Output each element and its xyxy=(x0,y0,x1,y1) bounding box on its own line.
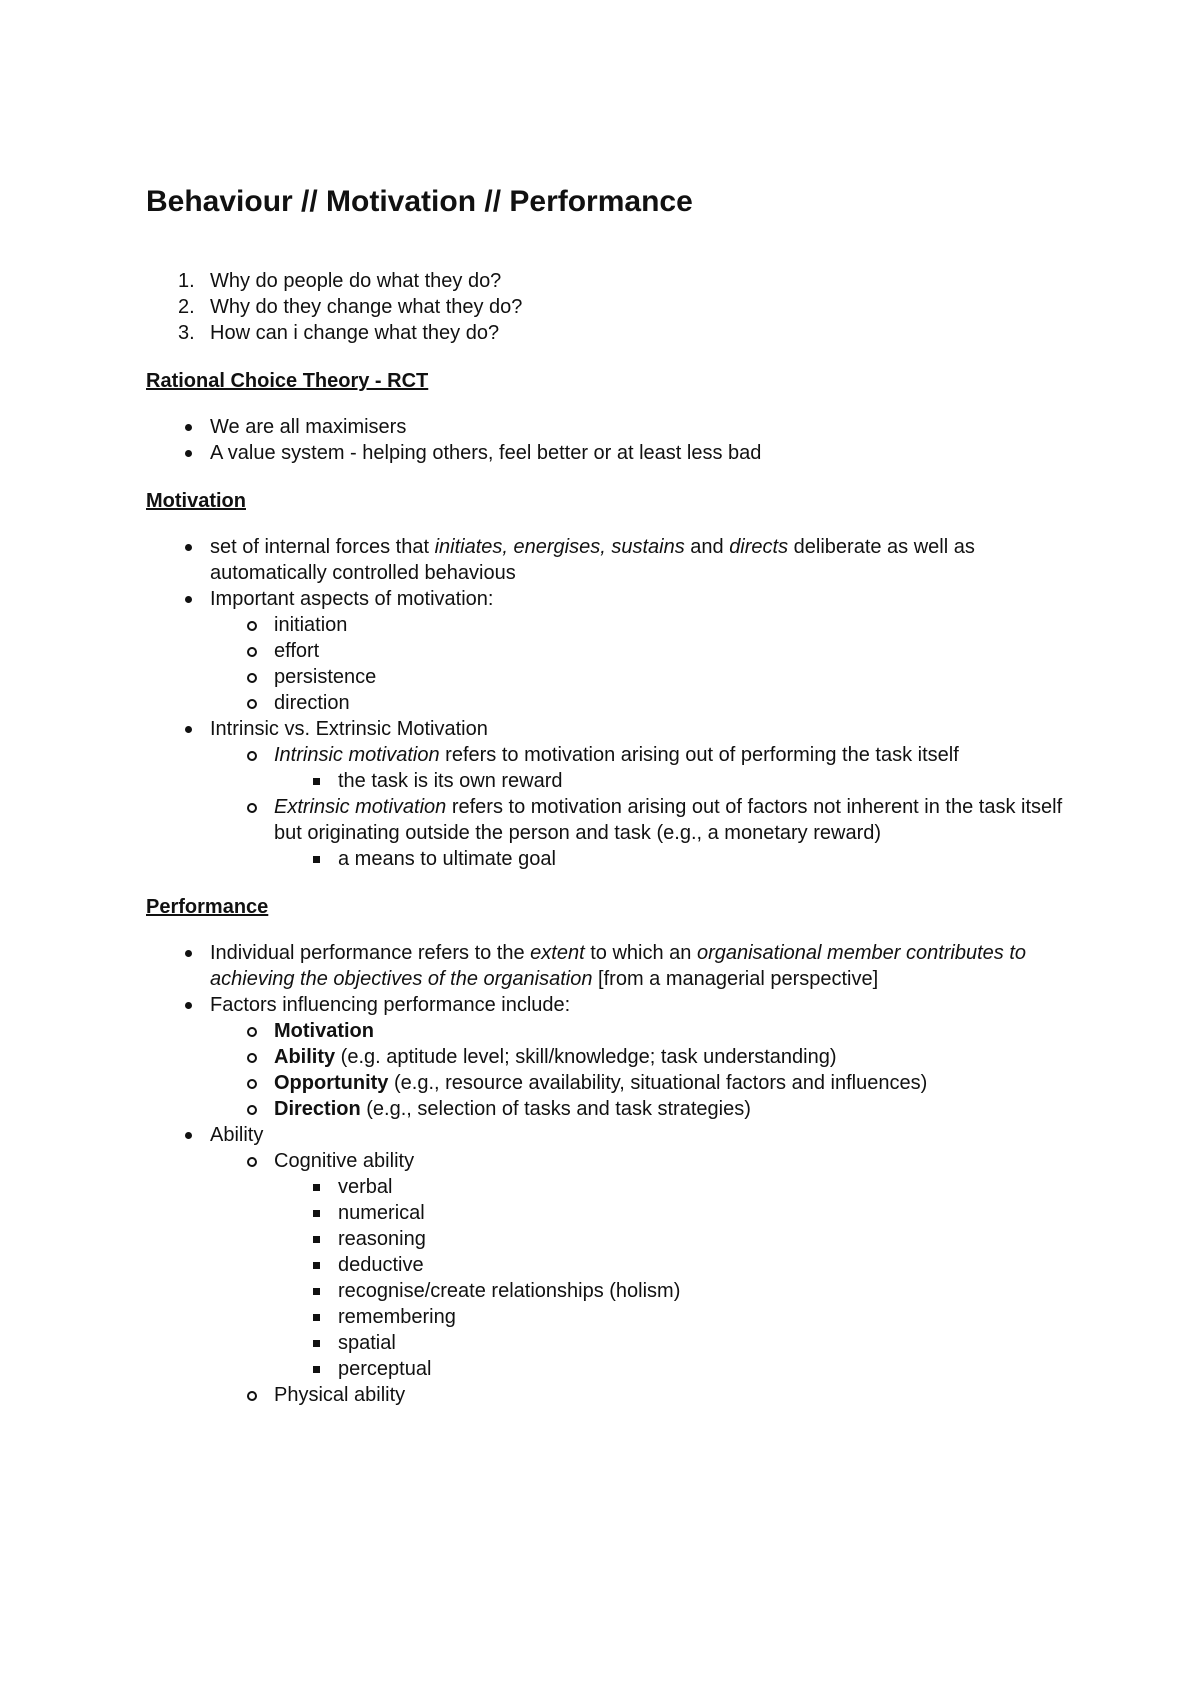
list-item xyxy=(146,320,1066,346)
ability-list xyxy=(210,1148,1066,1408)
list-item-text: Why do they change what they do? xyxy=(210,296,523,318)
bullet-dot-icon xyxy=(185,1132,192,1139)
list-item xyxy=(210,742,1066,794)
list-item xyxy=(210,1382,1066,1408)
list-item xyxy=(146,534,1066,586)
list-item-text: a means to ultimate goal xyxy=(338,848,556,870)
list-item-text: Important aspects of motivation: xyxy=(210,588,494,610)
list-item xyxy=(274,768,1066,794)
factors-list xyxy=(210,1018,1066,1122)
text-run: to which an xyxy=(584,942,697,964)
bullet-dot-icon xyxy=(185,596,192,603)
list-item-text: A value system - helping others, feel better or at least less bad xyxy=(210,442,762,464)
list-item-text: numerical xyxy=(338,1202,425,1224)
bold-term: Ability xyxy=(274,1046,336,1068)
bullet-dot-icon xyxy=(185,1002,192,1009)
list-item-text: Intrinsic vs. Extrinsic Motivation xyxy=(210,718,488,740)
bullet-dot-icon xyxy=(185,450,192,457)
ivse-list xyxy=(210,742,1066,872)
list-item-text: reasoning xyxy=(338,1228,426,1250)
list-item xyxy=(146,440,1066,466)
rct-list xyxy=(146,414,1066,466)
document-content xyxy=(146,180,1066,1430)
text-run: refers to motivation arising out of factors not inherent in the task itself but originating outside the person and task (e.g., a monetary reward) xyxy=(274,796,1063,844)
list-number: 1. xyxy=(178,270,195,292)
section-heading-rct: Rational Choice Theory - RCT xyxy=(146,370,429,392)
list-item-text: Factors influencing performance include: xyxy=(210,994,571,1016)
bullet-square-icon xyxy=(313,1184,320,1191)
text-run: refers to motivation arising out of performing the task itself xyxy=(439,744,959,766)
list-item xyxy=(210,1070,1066,1096)
list-item xyxy=(274,1252,1066,1278)
emphasis-text: Intrinsic motivation xyxy=(274,744,440,766)
intrinsic-sublist xyxy=(274,768,1066,794)
page-title: Behaviour // Motivation // Performance xyxy=(146,185,693,218)
bullet-circle-icon xyxy=(247,1027,257,1037)
list-item-text: deductive xyxy=(338,1254,424,1276)
list-item-text: perceptual xyxy=(338,1358,432,1380)
list-item xyxy=(210,638,1066,664)
cognitive-list xyxy=(274,1174,1066,1382)
emphasis-text: organisational member contributes to achieving the objectives of the organisation xyxy=(210,942,1027,990)
list-item xyxy=(210,794,1066,872)
bullet-circle-icon xyxy=(247,673,257,683)
bullet-dot-icon xyxy=(185,544,192,551)
list-item xyxy=(210,1018,1066,1044)
bullet-circle-icon xyxy=(247,699,257,709)
text-run: (e.g. aptitude level; skill/knowledge; task understanding) xyxy=(335,1046,837,1068)
bullet-circle-icon xyxy=(247,621,257,631)
list-item-text: Cognitive ability xyxy=(274,1150,415,1172)
list-item xyxy=(210,1096,1066,1122)
emphasis-text: extent xyxy=(530,942,585,964)
list-item xyxy=(274,1226,1066,1252)
text-run: set of internal forces that xyxy=(210,536,435,558)
list-item-text: How can i change what they do? xyxy=(210,322,500,344)
list-item xyxy=(210,664,1066,690)
motivation-list xyxy=(146,534,1066,872)
list-number: 3. xyxy=(178,322,195,344)
list-item xyxy=(146,1122,1066,1408)
list-item-text: Why do people do what they do? xyxy=(210,270,502,292)
bold-term: Direction xyxy=(274,1098,361,1120)
bullet-circle-icon xyxy=(247,1157,257,1167)
list-item-text: initiation xyxy=(274,614,348,636)
list-item-text: Physical ability xyxy=(274,1384,406,1406)
bullet-circle-icon xyxy=(247,1079,257,1089)
bullet-circle-icon xyxy=(247,1053,257,1063)
list-item xyxy=(210,690,1066,716)
text-run: [from a managerial perspective] xyxy=(592,968,879,990)
bullet-circle-icon xyxy=(247,1391,257,1401)
text-run: (e.g., selection of tasks and task strategies) xyxy=(360,1098,751,1120)
bullet-square-icon xyxy=(313,1210,320,1217)
list-item xyxy=(146,716,1066,872)
bold-term: Motivation xyxy=(274,1020,374,1042)
bullet-circle-icon xyxy=(247,803,257,813)
text-run: Individual performance refers to the xyxy=(210,942,531,964)
bullet-square-icon xyxy=(313,856,320,863)
list-item xyxy=(274,1304,1066,1330)
section-heading-motivation: Motivation xyxy=(146,490,246,512)
bullet-circle-icon xyxy=(247,1105,257,1115)
bullet-dot-icon xyxy=(185,424,192,431)
list-item xyxy=(274,1174,1066,1200)
list-item-text: effort xyxy=(274,640,320,662)
list-item-text: Ability xyxy=(210,1124,264,1146)
list-item xyxy=(146,414,1066,440)
bullet-square-icon xyxy=(313,778,320,785)
list-item-text: verbal xyxy=(338,1176,393,1198)
list-item xyxy=(146,586,1066,716)
aspects-list xyxy=(210,612,1066,716)
bullet-square-icon xyxy=(313,1340,320,1347)
bullet-circle-icon xyxy=(247,647,257,657)
list-item-text: recognise/create relationships (holism) xyxy=(338,1280,681,1302)
extrinsic-sublist xyxy=(274,846,1066,872)
list-item xyxy=(146,268,1066,294)
emphasis-text: initiates, energises, sustains xyxy=(434,536,685,558)
list-item-text: persistence xyxy=(274,666,377,688)
list-item xyxy=(146,294,1066,320)
list-item xyxy=(274,846,1066,872)
list-item xyxy=(210,612,1066,638)
text-run: deliberate as well as automatically controlled behavious xyxy=(210,536,975,584)
bold-term: Opportunity xyxy=(274,1072,389,1094)
list-item xyxy=(146,992,1066,1122)
bullet-square-icon xyxy=(313,1366,320,1373)
list-item-text: the task is its own reward xyxy=(338,770,563,792)
section-heading-performance: Performance xyxy=(146,896,269,918)
list-item xyxy=(210,1044,1066,1070)
list-item-text: remembering xyxy=(338,1306,456,1328)
list-item xyxy=(274,1200,1066,1226)
list-item xyxy=(274,1330,1066,1356)
text-run: and xyxy=(684,536,730,558)
list-item xyxy=(274,1356,1066,1382)
text-run: (e.g., resource availability, situational factors and influences) xyxy=(388,1072,928,1094)
bullet-circle-icon xyxy=(247,751,257,761)
list-item-text: We are all maximisers xyxy=(210,416,407,438)
bullet-dot-icon xyxy=(185,726,192,733)
list-item-text: spatial xyxy=(338,1332,396,1354)
bullet-square-icon xyxy=(313,1236,320,1243)
bullet-square-icon xyxy=(313,1314,320,1321)
bullet-square-icon xyxy=(313,1288,320,1295)
bullet-square-icon xyxy=(313,1262,320,1269)
list-number: 2. xyxy=(178,296,195,318)
emphasis-text: directs xyxy=(729,536,789,558)
list-item xyxy=(210,1148,1066,1382)
bullet-dot-icon xyxy=(185,950,192,957)
question-list xyxy=(146,268,1066,346)
list-item xyxy=(274,1278,1066,1304)
list-item xyxy=(146,940,1066,992)
list-item-text: direction xyxy=(274,692,350,714)
emphasis-text: Extrinsic motivation xyxy=(274,796,447,818)
performance-list xyxy=(146,940,1066,1408)
